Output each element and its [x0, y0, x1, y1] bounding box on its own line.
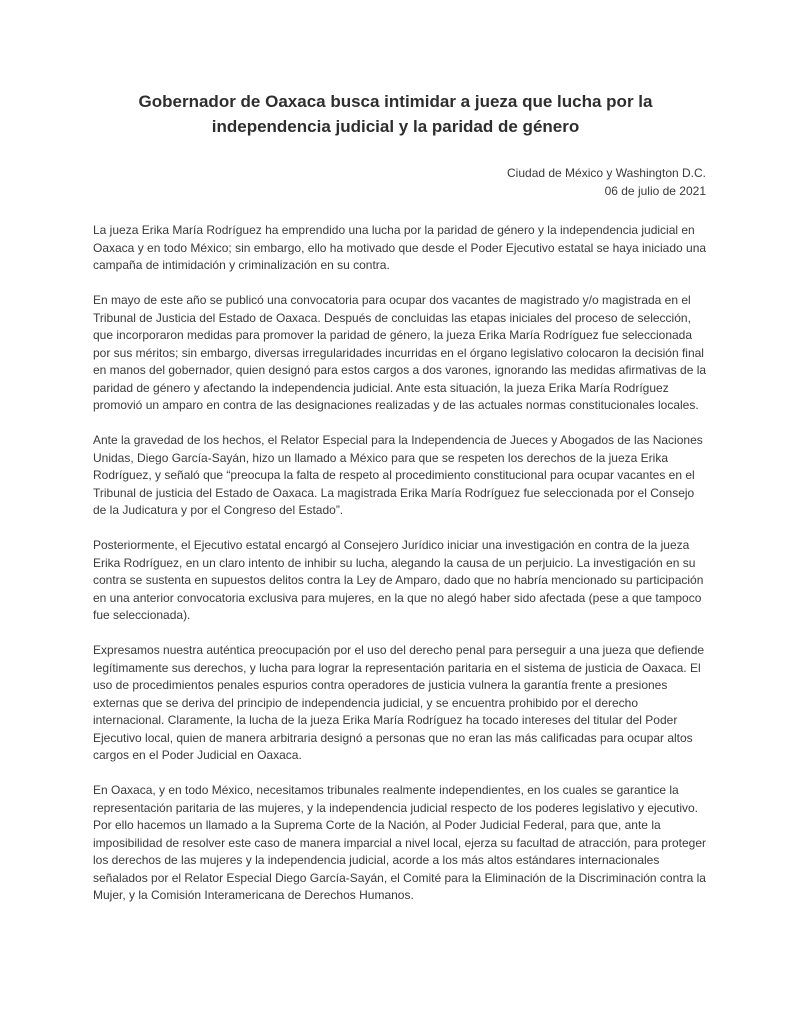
paragraph: Expresamos nuestra auténtica preocupación por el uso del derecho penal para perseguir a una jueza que defiende legítimamente sus derechos, y lucha para lograr la representación paritaria en el sistema de justicia de Oaxaca. El uso de procedimientos penales espurios contra operadores de justicia vulnera la garantía frente a presiones externas que se deriva del principio de independencia judicial, y se encuentra prohibido por el derecho internacional. Claramente, la lucha de la jueza Erika María Rodríguez ha tocado intereses del titular del Poder Ejecutivo local, quien de manera arbitraria designó a personas que no eran las más calificadas para ocupar altos cargos en el Poder Judicial en Oaxaca. — [93, 643, 705, 763]
paragraph: En Oaxaca, y en todo México, necesitamos tribunales realmente independientes, en los cuales se garantice la representación paritaria de las mujeres, y la independencia judicial respecto de los poderes legislativo y ejecutivo. Por ello hacemos un llamado a la Suprema Corte de la Nación, al Poder Judicial Federal, para que, ante la imposibilidad de resolver este caso de manera imparcial a nivel local, ejerza su facultad de atracción, para proteger los derechos de las mujeres y la independencia judicial, acorde a los más altos estándares internacionales señalados por el Relator Especial Diego García-Sayán, el Comité para la Eliminación de la Discriminación contra la Mujer, y la Comisión Interamericana de Derechos Humanos. — [93, 783, 706, 903]
document-body — [93, 222, 707, 905]
paragraph: La jueza Erika María Rodríguez ha emprendido una lucha por la paridad de género y la independencia judicial en Oaxaca y en todo México; sin embargo, ello ha motivado que desde el Poder Ejecutivo estatal se haya iniciado una campaña de intimidación y criminalización en su contra. — [93, 223, 707, 273]
document-title: Gobernador de Oaxaca busca intimidar a jueza que lucha por la independencia judicial y la paridad de género — [138, 92, 653, 136]
dateline-location: Ciudad de México y Washington D.C. — [507, 166, 706, 181]
dateline-date: 06 de julio de 2021 — [604, 183, 706, 198]
paragraph: En mayo de este año se publicó una convocatoria para ocupar dos vacantes de magistrado y/o magistrada en el Tribunal de Justicia del Estado de Oaxaca. Después de concluidas las etapas iniciales del proceso de selección, que incorporaron medidas para promover la paridad de género, la jueza Erika María Rodríguez fue seleccionada por sus méritos; sin embargo, diversas irregularidades incurridas en el órgano legislativo colocaron la decisión final en manos del gobernador, quien designó para estos cargos a dos varones, ignorando las medidas afirmativas de la paridad de género y afectando la independencia judicial. Ante esta situación, la jueza Erika María Rodríguez promovió un amparo en contra de las designaciones realizadas y de las actuales normas constitucionales locales. — [93, 293, 707, 413]
paragraph: Ante la gravedad de los hechos, el Relator Especial para la Independencia de Jueces y Abogados de las Naciones Unidas, Diego García-Sayán, hizo un llamado a México para que se respeten los derechos de la jueza Erika Rodríguez, y señaló que “preocupa la falta de respeto al procedimiento constitucional para ocupar vacantes en el Tribunal de justicia del Estado de Oaxaca. La magistrada Erika María Rodríguez fue seleccionada por el Consejo de la Judicatura y por el Congreso del Estado”. — [93, 433, 703, 518]
dateline — [0, 165, 791, 200]
paragraph: Posteriormente, el Ejecutivo estatal encargó al Consejero Jurídico iniciar una investigación en contra de la jueza Erika Rodríguez, en un claro intento de inhibir su lucha, alegando la causa de un perjuicio. La investigación en su contra se sustenta en supuestos delitos contra la Ley de Amparo, dado que no habría mencionado su participación en una anterior convocatoria exclusiva para mujeres, en la que no alegó haber sido afectada (pese a que tampoco fue seleccionada). — [93, 538, 704, 623]
